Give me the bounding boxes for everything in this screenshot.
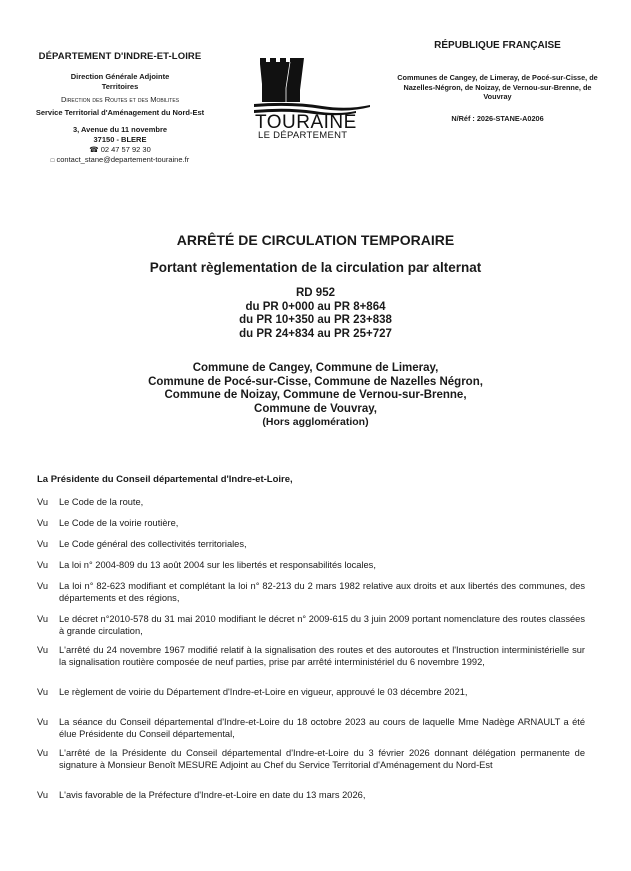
consideration-item <box>37 717 585 741</box>
vu-label: Vu <box>37 687 49 697</box>
vu-label: Vu <box>37 539 49 549</box>
commune-line: Commune de Vouvray, <box>254 402 377 415</box>
consideration-item <box>37 497 585 509</box>
commune-line: Commune de Cangey, Commune de Limeray, <box>192 362 439 374</box>
consideration-item <box>37 560 585 572</box>
consideration-text: La loi n° 82-623 modifiant et complétant la loi n° 82-213 du 2 mars 1982 relative aux droits et aux libertés des communes, des départements et des régions, <box>59 581 585 603</box>
vu-label: Vu <box>37 645 49 655</box>
consideration-item <box>37 518 585 530</box>
direction-routes: Direction des Routes et des Mobilites <box>60 95 180 104</box>
vu-label: Vu <box>37 614 49 624</box>
vu-label: Vu <box>37 717 49 727</box>
consideration-item <box>37 687 585 699</box>
logo-subtitle: LE DÉPARTEMENT <box>258 130 348 141</box>
commune-line: Commune de Noizay, Commune de Vernou-sur-Brenne, <box>164 389 467 401</box>
consideration-text: Le Code de la voirie routière, <box>59 518 179 528</box>
president-line: La Présidente du Conseil départemental d'Indre-et-Loire, <box>37 474 293 485</box>
communes-block <box>0 362 631 430</box>
document-title: ARRÊTÉ DE CIRCULATION TEMPORAIRE <box>176 232 455 248</box>
consideration-text: La loi n° 2004-809 du 13 août 2004 sur les libertés et responsabilités locales, <box>59 560 376 570</box>
address: 3, Avenue du 11 novembre <box>72 125 168 134</box>
road-section: du PR 10+350 au PR 23+838 <box>239 314 392 326</box>
service-name: Service Territorial d'Aménagement du Nord-Est <box>35 108 205 117</box>
city: 37150 - BLERE <box>93 135 147 144</box>
consideration-text: L'arrêté du 24 novembre 1967 modifié relatif à la signalisation des routes et des autoroutes et l'Instruction interministérielle sur la signalisation routière composée de neuf parties, prise par arrêté interministériel du 6 novembre 1992, <box>59 645 585 667</box>
touraine-logo <box>252 58 372 148</box>
vu-label: Vu <box>37 518 49 528</box>
consideration-text: La séance du Conseil départemental d'Indre-et-Loire du 18 octobre 2023 au cours de laquelle Mme Nadège ARNAULT a été élue Présidente du Conseil départemental, <box>59 717 585 739</box>
reference-number: N/Réf : 2026-STANE-A0206 <box>451 113 544 123</box>
communes-list: Communes de Cangey, de Limeray, de Pocé-sur-Cisse, de Nazelles-Négron, de Noizay, de Vernou-sur-Brenne, de Vouvray <box>397 73 598 101</box>
logo-name: TOURAINE <box>255 112 357 133</box>
consideration-item <box>37 581 585 605</box>
road-number: RD 952 <box>296 287 335 299</box>
phone-number: 02 47 57 92 30 <box>100 145 151 154</box>
department-name: DÉPARTEMENT D'INDRE-ET-LOIRE <box>38 51 202 62</box>
consideration-text: Le décret n°2010-578 du 31 mai 2010 modifiant le décret n° 2009-615 du 3 juin 2009 portant nomenclature des routes classées à grande circulation, <box>59 614 585 636</box>
consideration-text: L'arrêté de la Présidente du Conseil départemental d'Indre-et-Loire du 3 février 2026 donnant délégation permanente de signature à Monsieur Benoît MESURE Adjoint au Chef du Service Territorial d'Aménagement du Nord-Est <box>59 748 585 770</box>
vu-label: Vu <box>37 497 49 507</box>
telephone-icon: ☎ <box>89 145 99 154</box>
recipient-block <box>390 40 605 123</box>
vu-label: Vu <box>37 560 49 570</box>
sender-block <box>20 52 220 166</box>
document-subtitle: Portant règlementation de la circulation par alternat <box>149 260 482 275</box>
consideration-item <box>37 614 585 638</box>
consideration-text: L'avis favorable de la Préfecture d'Indre-et-Loire en date du 13 mars 2026, <box>59 790 366 800</box>
email-line <box>14 155 226 166</box>
consideration-text: Le règlement de voirie du Département d'Indre-et-Loire en vigueur, approuvé le 03 décembre 2021, <box>59 687 468 697</box>
road-sections <box>0 287 631 341</box>
email-address: contact_stane@departement-touraine.fr <box>56 155 190 164</box>
phone-line <box>20 145 220 155</box>
location-note: (Hors agglomération) <box>262 416 369 428</box>
republic-heading: RÉPUBLIQUE FRANÇAISE <box>434 40 561 51</box>
commune-line: Commune de Pocé-sur-Cisse, Commune de Nazelles Négron, <box>148 375 483 388</box>
direction-generale: Direction Générale Adjointe Territoires <box>70 72 170 91</box>
consideration-item <box>37 645 585 669</box>
road-section: du PR 24+834 au PR 25+727 <box>239 327 392 340</box>
vu-label: Vu <box>37 748 49 758</box>
vu-label: Vu <box>37 790 49 800</box>
consideration-text: Le Code général des collectivités territoriales, <box>59 539 247 549</box>
vu-label: Vu <box>37 581 49 591</box>
road-section: du PR 0+000 au PR 8+864 <box>245 300 386 313</box>
consideration-item <box>37 790 585 802</box>
consideration-item <box>37 748 585 772</box>
consideration-item <box>37 539 585 551</box>
consideration-text: Le Code de la route, <box>59 497 144 507</box>
castle-tower-icon <box>252 58 372 116</box>
document-icon: □ <box>50 158 55 164</box>
